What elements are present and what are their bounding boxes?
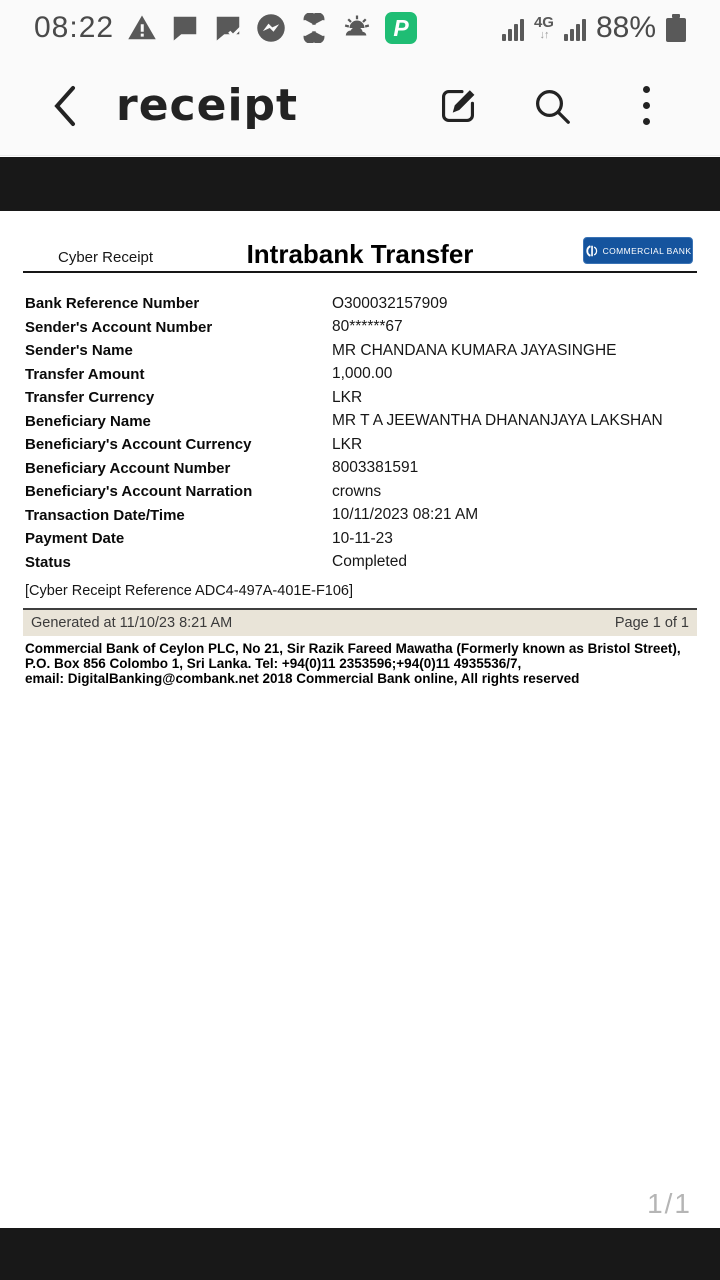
field-label: Beneficiary Name xyxy=(25,412,151,430)
table-row xyxy=(0,316,720,340)
network-type-indicator: 4G ↓↑ xyxy=(533,14,554,41)
field-label: Sender's Name xyxy=(25,342,133,360)
bank-name-label: COMMERCIAL BANK xyxy=(602,245,692,256)
table-row xyxy=(0,386,720,410)
warning-icon xyxy=(127,13,157,43)
page-title: receipt xyxy=(116,80,299,131)
field-label: Beneficiary's Account Currency xyxy=(25,436,252,454)
table-row xyxy=(0,527,720,551)
circles-icon xyxy=(299,13,329,43)
footer-line: Commercial Bank of Ceylon PLC, No 21, Sir Razik Fareed Mawatha (Formerly known as Bristol Street), xyxy=(25,641,681,656)
table-row xyxy=(0,363,720,387)
field-value: 8003381591 xyxy=(332,459,419,477)
pickme-app-icon: P xyxy=(385,12,417,44)
field-value: 10/11/2023 08:21 AM xyxy=(332,506,479,524)
field-label: Transaction Date/Time xyxy=(25,506,185,524)
generated-bar xyxy=(23,608,697,636)
header-actions xyxy=(436,84,720,128)
field-value: 1,000.00 xyxy=(332,365,393,383)
table-row xyxy=(0,292,720,316)
field-value: LKR xyxy=(332,435,363,453)
search-button[interactable] xyxy=(530,84,574,128)
app-header xyxy=(0,56,720,156)
generated-timestamp: Generated at 11/10/23 8:21 AM xyxy=(31,615,233,631)
cyber-receipt-reference: [Cyber Receipt Reference ADC4-497A-401E-F106] xyxy=(25,583,354,599)
field-value: crowns xyxy=(332,482,382,500)
clock: 08:22 xyxy=(34,11,115,44)
field-label: Transfer Currency xyxy=(25,389,155,407)
data-arrows-icon: ↓↑ xyxy=(539,29,549,41)
field-label: Bank Reference Number xyxy=(25,295,200,313)
back-button[interactable] xyxy=(46,82,82,130)
pdf-page-indicator: 1/1 xyxy=(647,1188,692,1219)
field-value: O300032157909 xyxy=(332,294,448,312)
document-gap-band xyxy=(0,157,720,211)
message-icon xyxy=(170,13,200,43)
field-value: 10-11-23 xyxy=(332,529,393,547)
status-bar-left xyxy=(34,11,417,45)
search-icon xyxy=(532,86,572,126)
navigation-bar[interactable] xyxy=(0,1228,720,1280)
doc-type-label: Cyber Receipt xyxy=(58,249,154,266)
message-check-icon xyxy=(213,13,243,43)
edit-button[interactable] xyxy=(436,84,480,128)
receipt-title: Intrabank Transfer xyxy=(246,239,474,269)
field-label: Sender's Account Number xyxy=(25,318,213,336)
field-label: Transfer Amount xyxy=(25,365,145,383)
field-value: LKR xyxy=(332,388,363,406)
status-bar-right xyxy=(502,11,686,45)
footer-line: P.O. Box 856 Colombo 1, Sri Lanka. Tel: +94(0)11 2353596;+94(0)11 4935536/7, xyxy=(25,655,522,671)
edit-icon xyxy=(437,85,479,127)
table-row xyxy=(0,410,720,434)
battery-icon xyxy=(666,14,686,42)
battery-percent: 88% xyxy=(595,11,656,44)
table-row xyxy=(0,504,720,528)
table-row xyxy=(0,339,720,363)
receipt-page[interactable] xyxy=(0,211,720,1228)
overflow-menu-icon xyxy=(643,86,650,125)
field-label: Beneficiary Account Number xyxy=(25,459,231,477)
field-label: Beneficiary's Account Narration xyxy=(25,483,253,501)
messenger-icon xyxy=(256,13,286,43)
field-value: Completed xyxy=(332,553,407,571)
overflow-menu-button[interactable] xyxy=(624,84,668,128)
table-row xyxy=(0,457,720,481)
field-value: MR T A JEEWANTHA DHANANJAYA LAKSHAN xyxy=(332,412,663,430)
table-row xyxy=(0,433,720,457)
bank-footer-text xyxy=(25,642,695,686)
receipt-fields xyxy=(0,292,720,574)
commercial-bank-emblem-icon xyxy=(585,244,599,258)
signal-icon-sim2 xyxy=(564,15,586,41)
receipt-header xyxy=(0,211,720,271)
page-count-label: Page 1 of 1 xyxy=(614,615,689,631)
field-value: MR CHANDANA KUMARA JAYASINGHE xyxy=(332,341,617,359)
signal-icon-sim1 xyxy=(502,15,524,41)
back-chevron-icon xyxy=(51,84,77,128)
field-value: 80******67 xyxy=(332,318,403,336)
status-bar xyxy=(0,0,720,56)
header-divider xyxy=(23,271,697,273)
table-row xyxy=(0,480,720,504)
footer-line: email: DigitalBanking@combank.net 2018 Commercial Bank online, All rights reserved xyxy=(25,670,580,686)
field-label: Payment Date xyxy=(25,530,125,548)
weather-icon xyxy=(342,13,372,43)
table-row xyxy=(0,551,720,575)
field-label: Status xyxy=(25,553,71,571)
bank-logo xyxy=(583,237,693,264)
